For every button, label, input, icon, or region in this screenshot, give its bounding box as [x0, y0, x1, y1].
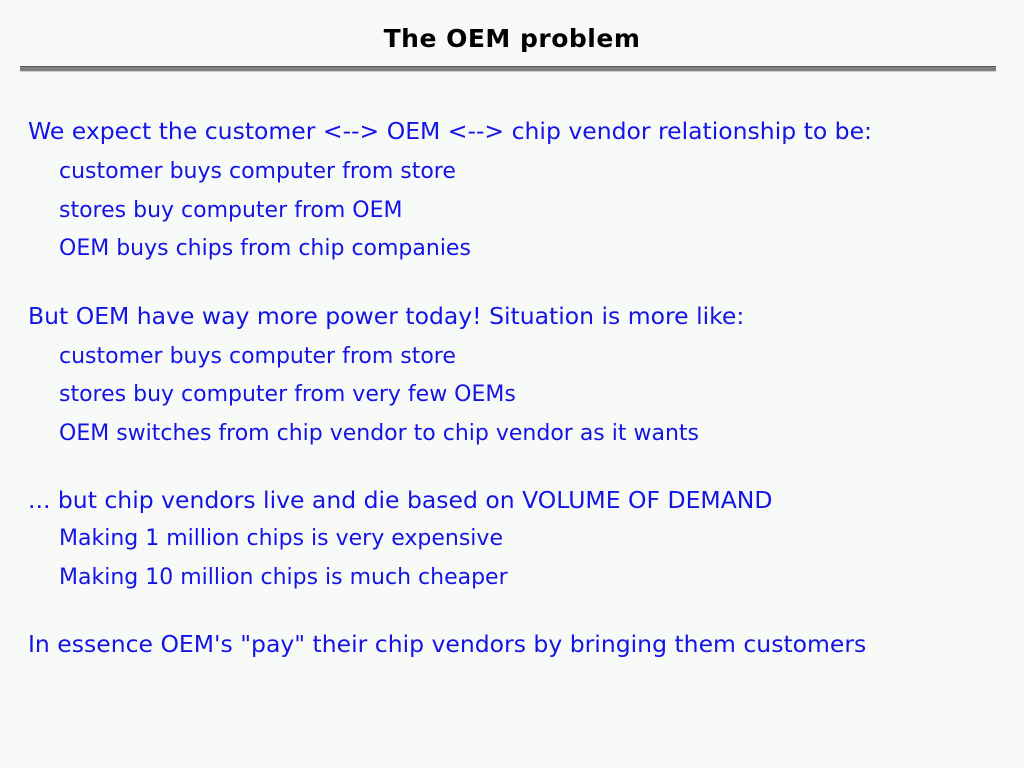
bullet-line: customer buys computer from store [59, 159, 456, 184]
bullet-line: stores buy computer from very few OEMs [59, 382, 516, 407]
spacer [28, 597, 1008, 625]
bullet-line: customer buys computer from store [59, 343, 456, 369]
bullet-line: But OEM have way more power today! Situation is more like: [28, 301, 745, 330]
bullet-line: ... but chip vendors live and die based on VOLUME OF DEMAND [28, 486, 773, 514]
spacer [28, 269, 1008, 297]
bullet-line: stores buy computer from OEM [59, 197, 403, 223]
bullet-line: Making 1 million chips is very expensive [59, 526, 503, 551]
bullet-line: In essence OEM's "pay" their chip vendors by bringing them customers [28, 630, 867, 658]
spacer [28, 453, 1008, 481]
bullet-line: OEM buys chips from chip companies [59, 236, 471, 261]
title-divider [20, 66, 996, 72]
bullet-line: Making 10 million chips is much cheaper [59, 564, 508, 590]
slide-body [28, 112, 1008, 664]
page-title: The OEM problem [383, 24, 641, 53]
bullet-line: We expect the customer <--> OEM <--> chip vendor relationship to be: [28, 117, 872, 145]
bullet-line: OEM switches from chip vendor to chip vendor as it wants [59, 420, 699, 446]
